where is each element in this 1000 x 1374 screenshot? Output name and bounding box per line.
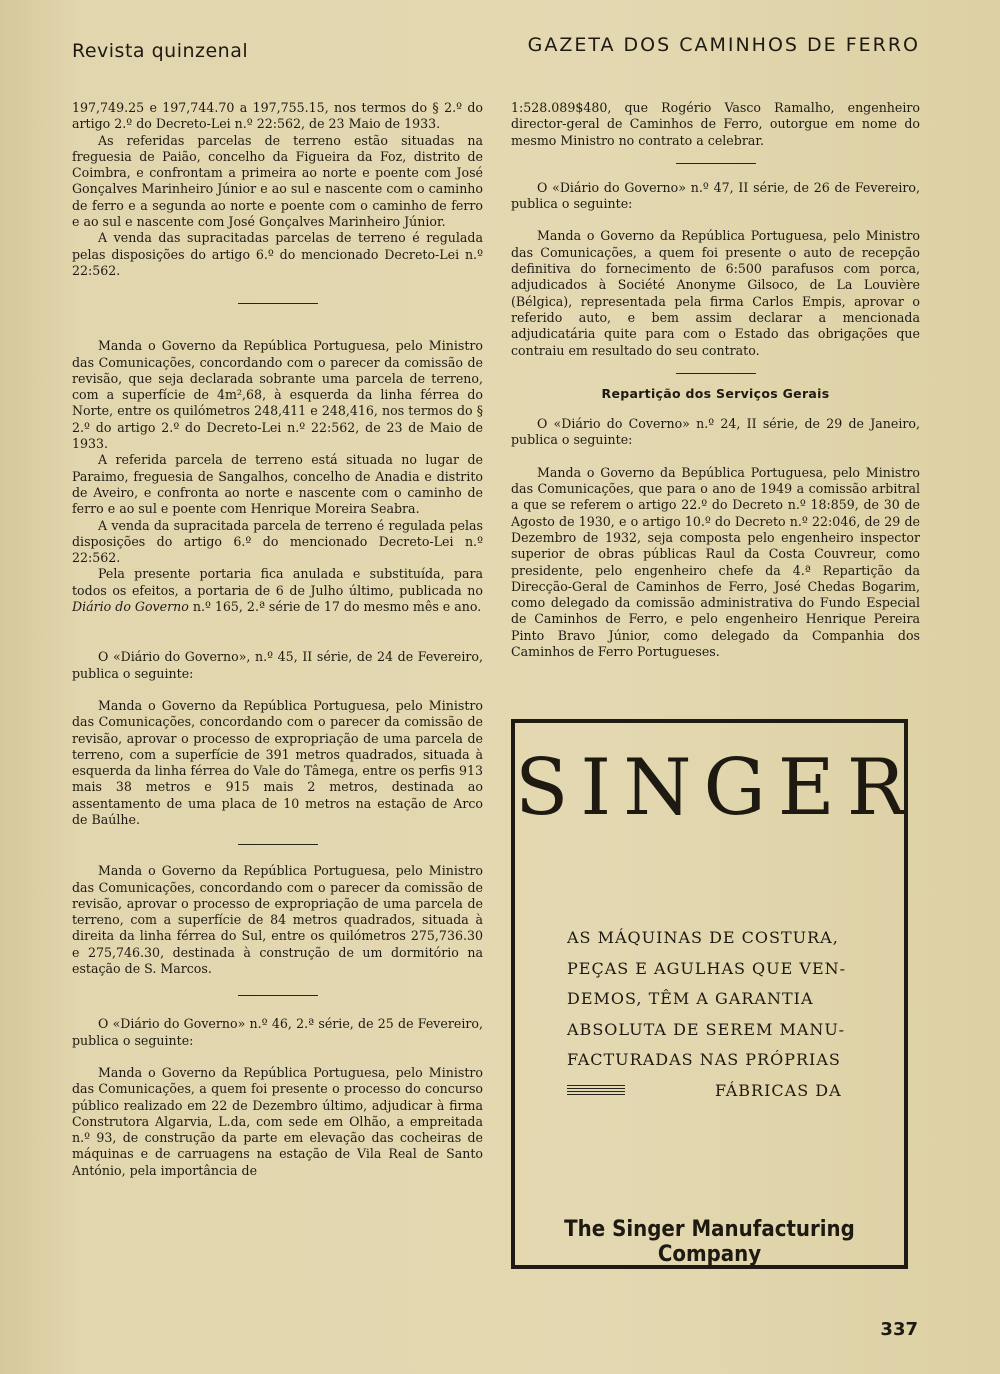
paragraph: O «Diário do Coverno» n.º 24, II série, de 29 de Janeiro, publica o seguinte: [511, 416, 920, 448]
paragraph: Manda o Governo da República Portuguesa, pelo Ministro das Comunicações, concordando com o parecer da comissão de revisão, que seja declarada sobrante uma parcela de terreno, com a superfície de 4m²,68, à esquerda da linha férrea do Norte, entre os quilómetros 248,411 e 248,416, nos termos do § 2.º do artigo 2.º do Decreto-Lei n.º 22:562, de 23 de Maio de 1933. [72, 338, 483, 452]
publication-name: Diário do Governo [72, 599, 189, 615]
section-divider [238, 844, 318, 845]
section-heading: Repartição dos Serviços Gerais [601, 385, 830, 401]
ad-line [567, 984, 860, 1015]
ad-line [567, 1015, 860, 1046]
ad-line [567, 1045, 860, 1076]
ad-body-text [567, 923, 860, 1106]
section-divider [238, 995, 318, 996]
paragraph-text: n.º 165, 2.ª série de 17 do mesmo mês e ano. [188, 599, 482, 615]
ad-line-text: FÁBRICAS DA [715, 1080, 842, 1100]
paragraph: Manda o Governo da República Portuguesa, pelo Ministro das Comunicações, a quem foi presente o auto de recepção definitiva do fornecimento de 6:500 parafusos com porca, adjudicados à Société Anonyme Gilsoco, de La Louvière (Bélgica), representada pela firma Carlos Empis, aprovar o referido auto, e bem assim declarar a mencionada adjudicatária quite para com o Estado das obrigações que contraiu em resultado do seu contrato. [511, 228, 920, 358]
paragraph [72, 566, 483, 615]
paragraph: 197,749.25 e 197,744.70 a 197,755.15, nos termos do § 2.º do artigo 2.º do Decreto-Lei n.º 22:562, de 23 Maio de 1933. [72, 100, 483, 132]
paragraph: Manda o Governo da República Portuguesa, pelo Ministro das Comunicações, concordando com o parecer da comissão de revisão, aprovar o processo de expropriação de uma parcela de terreno, com a superfície de 84 metros quadrados, situada à direita da linha férrea do Sul, entre os quilómetros 275,736.30 e 275,746.30, destinada à construção de um dormitório na estação de S. Marcos. [72, 863, 483, 977]
ad-line [567, 1076, 860, 1107]
section-divider [238, 303, 318, 304]
decorative-hatch [567, 1085, 625, 1097]
section-divider [676, 163, 756, 164]
left-column [72, 100, 483, 1179]
paragraph: A referida parcela de terreno está situada no lugar de Paraimo, freguesia de Sangalhos, concelho de Anadia e distrito de Aveiro, e confronta ao norte e nascente com o caminho de ferro e ao sul e poente com Henrique Moreira Seabra. [72, 452, 483, 517]
paragraph: Manda o Governo da República Portuguesa, pelo Ministro das Comunicações, concordando com o parecer da comissão de revisão, aprovar o processo de expropriação de uma parcela de terreno, com a superfície de 391 metros quadrados, situada à esquerda da linha férrea do Vale do Tâmega, entre os perfis 913 mais 38 metros e 915 mais 2 metros, destinada ao assentamento de uma placa de 10 metros na estação de Arco de Baúlhe. [72, 697, 483, 827]
ad-line-text: PEÇAS E AGULHAS QUE VEN- [567, 958, 847, 978]
paragraph-text: Pela presente portaria fica anulada e substituída, para todos os efeitos, a portaria de 6 de Julho último, publicada no [72, 566, 483, 598]
paragraph: A venda da supracitada parcela de terreno é regulada pelas disposições do artigo 6.º do mencionado Decreto-Lei n.º 22:562. [72, 517, 483, 566]
paragraph: Manda o Governo da República Portuguesa, pelo Ministro das Comunicações, a quem foi presente o processo do concurso público realizado em 22 de Dezembro último, adjudicar à firma Construtora Algarvia, L.da, com sede em Olhão, a empreitada n.º 93, de construção da parte em elevação das cocheiras de máquinas e de carruagens na estação de Vila Real de Santo António, pela importância de [72, 1064, 483, 1178]
ad-company-name: The Singer Manufacturing Company [564, 1217, 855, 1267]
paragraph: A venda das supracitadas parcelas de terreno é regulada pelas disposições do artigo 6.º do mencionado Decreto-Lei n.º 22:562. [72, 230, 483, 278]
paragraph: O «Diário do Governo» n.º 47, II série, de 26 de Fevereiro, publica o seguinte: [511, 179, 920, 212]
paragraph: O «Diário do Governo», n.º 45, II série, de 24 de Fevereiro, publica o seguinte: [72, 649, 483, 681]
ad-line-text: ABSOLUTA DE SEREM MANU- [567, 1019, 846, 1039]
section-divider [676, 373, 756, 374]
paragraph: As referidas parcelas de terreno estão situadas na freguesia de Paião, concelho da Figueira da Foz, distrito de Coimbra, e confrontam a primeira ao norte e poente com José Gonçalves Marinheiro Júnior e ao sul e nascente com o caminho de ferro e a segunda ao norte e poente com o caminho de ferro e ao sul e nascente com José Gonçalves Marinheiro Júnior. [72, 132, 483, 230]
ad-line [567, 954, 860, 985]
singer-advertisement [511, 719, 918, 1269]
paragraph: 1:528.089$480, que Rogério Vasco Ramalho, engenheiro director-geral de Caminhos de Ferro, outorgue em nome do mesmo Ministro no contrato a celebrar. [511, 100, 920, 148]
page-number: 337 [880, 1319, 918, 1340]
ad-line-text: DEMOS, TÊM A GARANTIA [567, 989, 814, 1008]
ad-line [567, 923, 860, 954]
paragraph: O «Diário do Governo» n.º 46, 2.ª série, de 25 de Fevereiro, publica o seguinte: [72, 1016, 483, 1048]
right-column [511, 100, 920, 660]
ad-brand-logo: SINGER [515, 743, 918, 833]
paragraph: Manda o Governo da Bepública Portuguesa, pelo Ministro das Comunicações, que para o ano de 1949 a comissão arbitral a que se referem o artigo 22.º do Decreto n.º 18:859, de 30 de Agosto de 1930, e o artigo 10.º do Decreto n.º 22:046, de 29 de Dezembro de 1932, seja composta pelo engenheiro inspector superior de obras públicas Raul da Costa Couvreur, como presidente, pelo engenheiro chefe da 4.ª Repartição da Direcção-Geral de Caminhos de Ferro, José Chedas Bogarim, como delegado da comissão administrativa do Fundo Especial de Caminhos de Ferro, e pelo engenheiro Henrique Pereira Pinto Bravo Júnior, como delegado da Companhia dos Caminhos de Ferro Portugueses. [511, 464, 920, 660]
ad-line-text: AS MÁQUINAS DE COSTURA, [567, 928, 839, 947]
header-periodicity: Revista quinzenal [72, 40, 249, 62]
header-publication-title: GAZETA DOS CAMINHOS DE FERRO [527, 34, 920, 56]
ad-line-text: FACTURADAS NAS PRÓPRIAS [567, 1050, 841, 1069]
